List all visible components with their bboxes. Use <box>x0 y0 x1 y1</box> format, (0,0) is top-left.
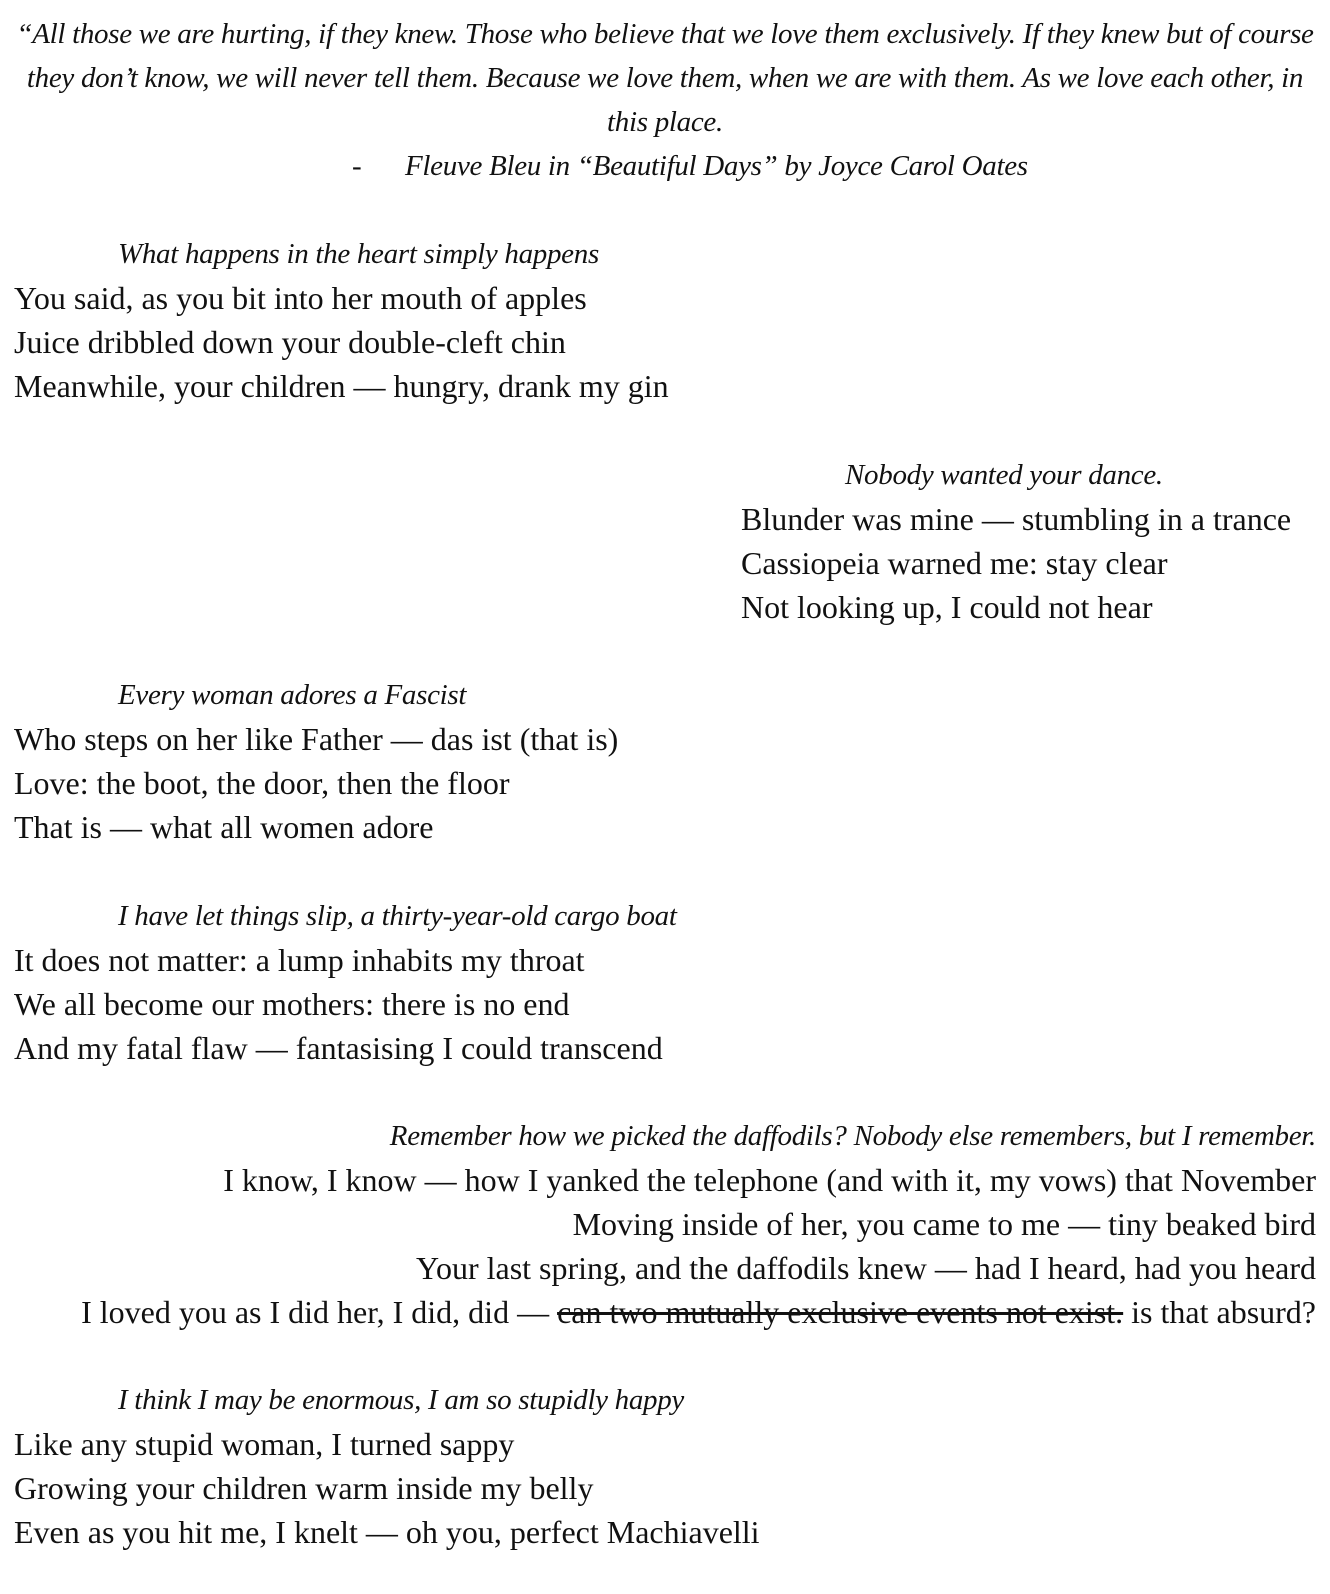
attribution-dash: - <box>352 150 362 182</box>
stanza-2 <box>741 453 1291 629</box>
stanza-line: Love: the boot, the door, then the floor <box>14 765 510 801</box>
stanza-lead-line: What happens in the heart simply happens <box>118 238 599 270</box>
stanza-line: Like any stupid woman, I turned sappy <box>14 1426 515 1462</box>
stanza-line: Even as you hit me, I knelt — oh you, perfect Machiavelli <box>14 1514 760 1550</box>
stanza-line: Growing your children warm inside my belly <box>14 1470 594 1506</box>
stanza-4 <box>14 894 677 1070</box>
stanza-lead-line: Every woman adores a Fascist <box>118 679 467 711</box>
line-text-after: is that absurd? <box>1123 1294 1316 1330</box>
struck-through-text: can two mutually exclusive events not exist. <box>557 1294 1124 1330</box>
stanza-line: Juice dribbled down your double-cleft chin <box>14 324 566 360</box>
stanza-lead-line: Nobody wanted your dance. <box>845 459 1163 491</box>
stanza-lead-line: Remember how we picked the daffodils? Nobody else remembers, but I remember. <box>389 1120 1316 1152</box>
stanza-line: Meanwhile, your children — hungry, drank my gin <box>14 368 669 404</box>
stanza-line: Who steps on her like Father — das ist (that is) <box>14 721 619 757</box>
stanza-line: And my fatal flaw — fantasising I could transcend <box>14 1030 663 1066</box>
stanza-line: Your last spring, and the daffodils knew — had I heard, had you heard <box>416 1250 1316 1286</box>
line-text-before: I loved you as I did her, I did, did — <box>81 1294 558 1330</box>
stanza-5 <box>81 1114 1316 1334</box>
stanza-6 <box>14 1378 760 1554</box>
stanza-1 <box>14 232 669 408</box>
stanza-line-with-strikethrough <box>81 1290 1316 1334</box>
stanza-line: Blunder was mine — stumbling in a trance <box>741 501 1292 537</box>
stanza-line: Not looking up, I could not hear <box>741 589 1153 625</box>
stanza-line: I know, I know — how I yanked the telephone (and with it, my vows) that November <box>223 1162 1316 1198</box>
attribution-source: Fleuve Bleu in “Beautiful Days” by Joyce Carol Oates <box>405 150 1028 182</box>
stanza-line: It does not matter: a lump inhabits my throat <box>14 942 585 978</box>
epigraph-quote: “All those we are hurting, if they knew. Those who believe that we love them exclusively. If they knew but of course they don’t know, we will never tell them. Because we love them, when we are with them. As we love each other, in this place. <box>16 18 1314 138</box>
stanza-line: That is — what all women adore <box>14 809 434 845</box>
stanza-lead-line: I have let things slip, a thirty-year-old cargo boat <box>118 900 677 932</box>
stanza-line: Moving inside of her, you came to me — tiny beaked bird <box>572 1206 1316 1242</box>
stanza-3 <box>14 673 618 849</box>
stanza-line: You said, as you bit into her mouth of apples <box>14 280 587 316</box>
stanza-line: We all become our mothers: there is no end <box>14 986 570 1022</box>
stanza-line: Cassiopeia warned me: stay clear <box>741 545 1168 581</box>
stanza-lead-line: I think I may be enormous, I am so stupidly happy <box>118 1384 685 1416</box>
